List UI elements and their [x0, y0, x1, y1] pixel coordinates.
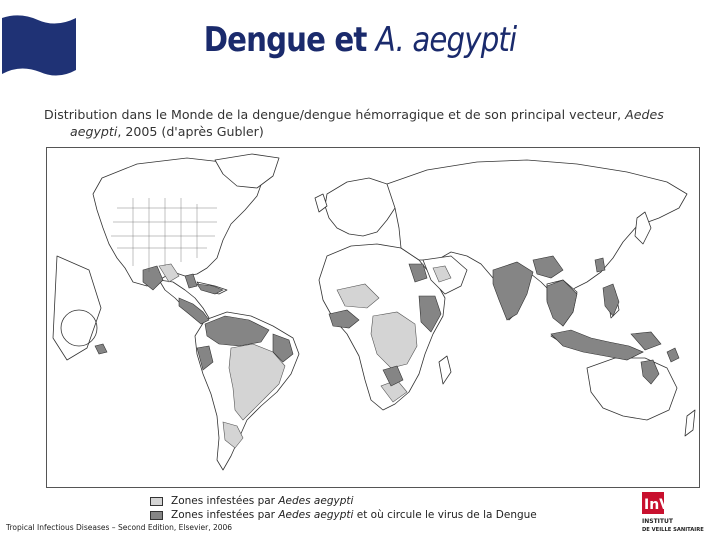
world-map-svg	[47, 148, 699, 487]
map-legend	[150, 494, 537, 522]
dengue-papua	[631, 332, 661, 350]
hawaii-inset	[61, 310, 97, 346]
legend-label-1: Zones infestées par Aedes aegypti	[171, 495, 354, 507]
title-species: A. aegypti	[375, 20, 517, 60]
map-caption	[44, 106, 664, 140]
dengue-hawaii	[95, 344, 107, 354]
dengue-india	[493, 262, 533, 320]
dengue-pacific-islands	[667, 348, 679, 362]
caption-text-1: Distribution dans le Monde de la dengue/dengue hémorragique et de son principal vecteur,	[44, 107, 626, 122]
logo-line1: INSTITUT	[642, 518, 673, 525]
australia	[587, 358, 677, 420]
dengue-taiwan	[595, 258, 605, 272]
pacific-inset	[53, 256, 101, 360]
world-map	[46, 147, 700, 488]
new-zealand	[685, 410, 695, 436]
title-main: Dengue et	[203, 20, 376, 60]
uk-ireland	[315, 194, 327, 212]
logo-text: InVS	[644, 497, 681, 513]
continents	[53, 154, 695, 470]
legend-swatch-light	[150, 497, 163, 506]
dengue-indonesia	[551, 330, 643, 360]
dengue-florida	[185, 274, 197, 288]
legend-label-2: Zones infestées par Aedes aegypti et où circule le virus de la Dengue	[171, 509, 537, 521]
legend-swatch-dark	[150, 511, 163, 520]
madagascar	[439, 356, 451, 384]
caption-species: aegypti	[70, 124, 118, 139]
page-title	[50, 20, 669, 60]
caption-genus: Aedes	[625, 107, 664, 122]
logo-line2: DE VEILLE SANITAIRE	[642, 527, 704, 533]
caption-text-2: , 2005 (d'après Gubler)	[117, 124, 264, 139]
legend-item-infested	[150, 494, 537, 508]
invs-logo	[640, 491, 704, 535]
source-citation: Tropical Infectious Diseases – Second Edition, Elsevier, 2006	[6, 523, 233, 532]
legend-item-dengue	[150, 508, 537, 522]
